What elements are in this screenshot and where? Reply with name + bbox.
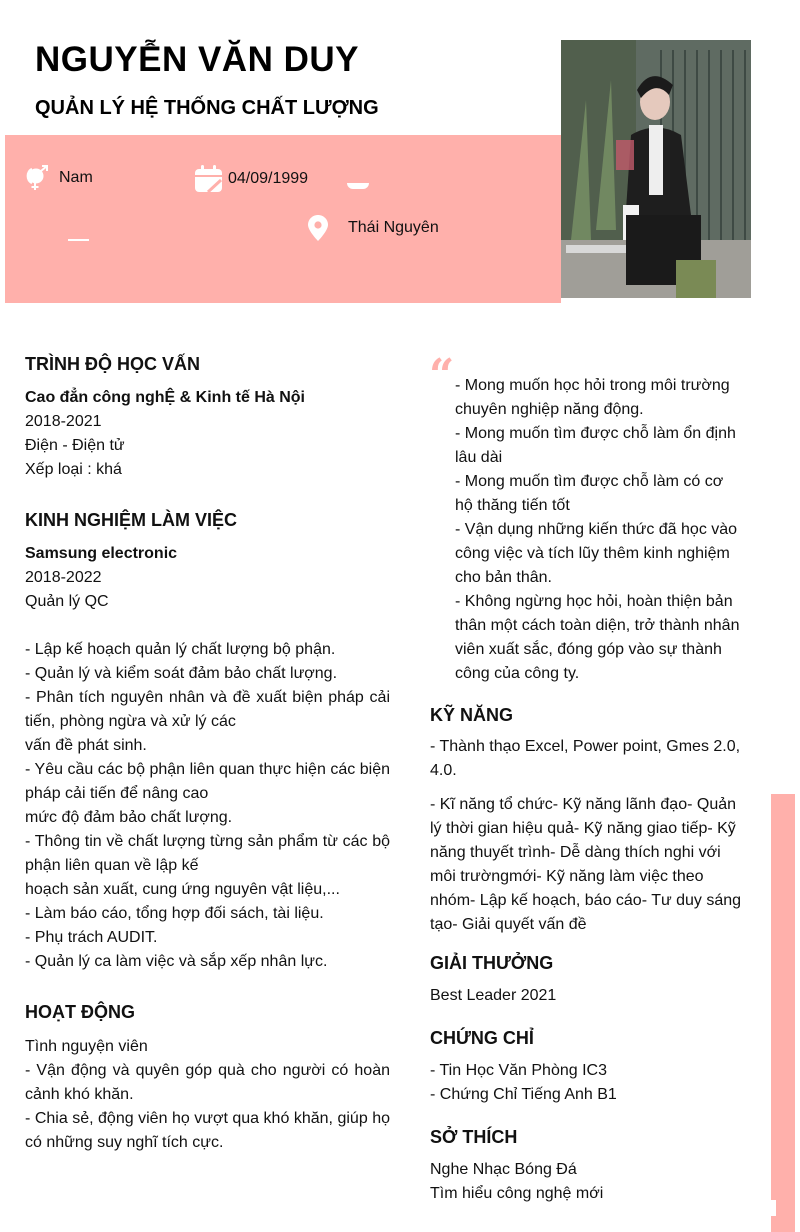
quote-icon: “ xyxy=(429,350,455,401)
gender-icon xyxy=(25,165,51,191)
section-title: SỞ THÍCH xyxy=(430,1127,518,1147)
location-pin-icon xyxy=(308,215,328,241)
accent-side-bar xyxy=(771,794,795,1232)
section-title: KINH NGHIỆM LÀM VIỆC xyxy=(25,510,238,530)
duty-item: vấn đề phát sinh. xyxy=(25,737,147,754)
company-name: Samsung electronic xyxy=(25,545,178,562)
decorative-divider xyxy=(68,239,89,241)
section-title: GIẢI THƯỞNG xyxy=(430,953,554,973)
duty-item: - Lập kế hoạch quản lý chất lượng bộ phận. xyxy=(25,641,336,658)
certificate-item: - Tin Học Văn Phòng IC3 xyxy=(430,1062,607,1079)
duty-item: - Phụ trách AUDIT. xyxy=(25,929,158,946)
objective-item: - Vận dụng những kiến thức đã học vào công việc và tích lũy thêm kinh nghiệm cho bản thân. xyxy=(455,521,738,586)
info-birthdate xyxy=(194,165,308,193)
spacer xyxy=(25,614,390,638)
hobby-item: Tìm hiểu công nghệ mới xyxy=(430,1185,604,1202)
section-title: CHỨNG CHỈ xyxy=(430,1028,534,1048)
activity-role: Tình nguyện viên xyxy=(25,1038,148,1055)
objective-item: - Mong muốn học hỏi trong môi trường chuyên nghiệp năng động. xyxy=(455,377,730,418)
objective-item: - Không ngừng học hỏi, hoàn thiện bản thân một cách toàn diện, trở thành nhân viên xuất sắc, đóng góp vào sự thành công của công ty. xyxy=(455,593,740,682)
education-section xyxy=(25,354,390,482)
section-title: TRÌNH ĐỘ HỌC VẤN xyxy=(25,354,200,374)
education-grade: Xếp loại : khá xyxy=(25,461,122,478)
location-value: Thái Nguyên xyxy=(348,219,439,236)
duty-item: - Thông tin về chất lượng từng sản phẩm từ các bộ phận liên quan về lập kế xyxy=(25,833,390,874)
duty-item: - Phân tích nguyên nhân và đề xuất biện pháp cải tiến, phòng ngừa và xử lý các xyxy=(25,689,390,730)
education-period: 2018-2021 xyxy=(25,413,102,430)
objective-item: - Mong muốn tìm được chỗ làm ổn định lâu dài xyxy=(455,425,736,466)
section-title: HOẠT ĐỘNG xyxy=(25,1002,135,1022)
experience-period: 2018-2022 xyxy=(25,569,102,586)
hobby-item: Nghe Nhạc Bóng Đá xyxy=(430,1161,577,1178)
decorative-mark xyxy=(347,183,369,189)
certificates-section xyxy=(430,1028,750,1107)
duty-item: - Quản lý và kiểm soát đảm bảo chất lượng. xyxy=(25,665,338,682)
awards-section xyxy=(430,953,750,1008)
decorative-notch xyxy=(771,1200,776,1216)
duty-item: hoạch sản xuất, cung ứng nguyên vật liệu,... xyxy=(25,881,340,898)
award-item: Best Leader 2021 xyxy=(430,987,557,1004)
job-title: QUẢN LÝ HỆ THỐNG CHẤT LƯỢNG xyxy=(35,97,379,119)
info-gender xyxy=(25,165,93,191)
skill-item: - Kĩ năng tổ chức- Kỹ năng lãnh đạo- Quản lý thời gian hiệu quả- Kỹ năng giao tiếp- Kỹ năng thuyết trình- Dễ dàng thích nghi với môi trườngmới- Kỹ năng làm việc theo nhóm- Lập kế hoạch, báo cáo- Tư duy sáng tạo- Giải quyết vấn đề xyxy=(430,796,742,933)
info-location xyxy=(308,215,439,241)
birthdate-value: 04/09/1999 xyxy=(228,170,309,187)
skills-section xyxy=(430,705,750,937)
certificate-item: - Chứng Chỉ Tiếng Anh B1 xyxy=(430,1086,617,1103)
objective-item: - Mong muốn tìm được chỗ làm có cơ hộ thăng tiến tốt xyxy=(455,473,724,514)
gender-value: Nam xyxy=(59,169,93,186)
section-title: KỸ NĂNG xyxy=(430,705,514,725)
calendar-icon xyxy=(194,165,224,193)
duty-item: - Làm báo cáo, tổng hợp đối sách, tài liệu. xyxy=(25,905,324,922)
activity-item: - Vận động và quyên góp quà cho người có hoàn cảnh khó khăn. xyxy=(25,1062,390,1103)
hobbies-section xyxy=(430,1127,750,1206)
skill-item: - Thành thạo Excel, Power point, Gmes 2.0, 4.0. xyxy=(430,738,741,779)
activity-item: - Chia sẻ, động viên họ vượt qua khó khăn, giúp họ có những suy nghĩ tích cực. xyxy=(25,1110,390,1151)
duty-item: - Quản lý ca làm việc và sắp xếp nhân lực. xyxy=(25,953,328,970)
activities-section xyxy=(25,1002,390,1155)
personal-info-band xyxy=(5,135,561,303)
experience-section xyxy=(25,510,390,974)
school-name: Cao đẳn công nghỆ & Kinh tế Hà Nội xyxy=(25,389,305,406)
duty-item: - Yêu cầu các bộ phận liên quan thực hiện các biện pháp cải tiến để nâng cao xyxy=(25,761,390,802)
education-major: Điện - Điện tử xyxy=(25,437,125,454)
profile-photo xyxy=(561,40,751,298)
career-objectives xyxy=(455,374,745,686)
duty-item: mức độ đảm bảo chất lượng. xyxy=(25,809,233,826)
candidate-name: NGUYỄN VĂN DUY xyxy=(35,40,359,79)
experience-role: Quản lý QC xyxy=(25,593,109,610)
